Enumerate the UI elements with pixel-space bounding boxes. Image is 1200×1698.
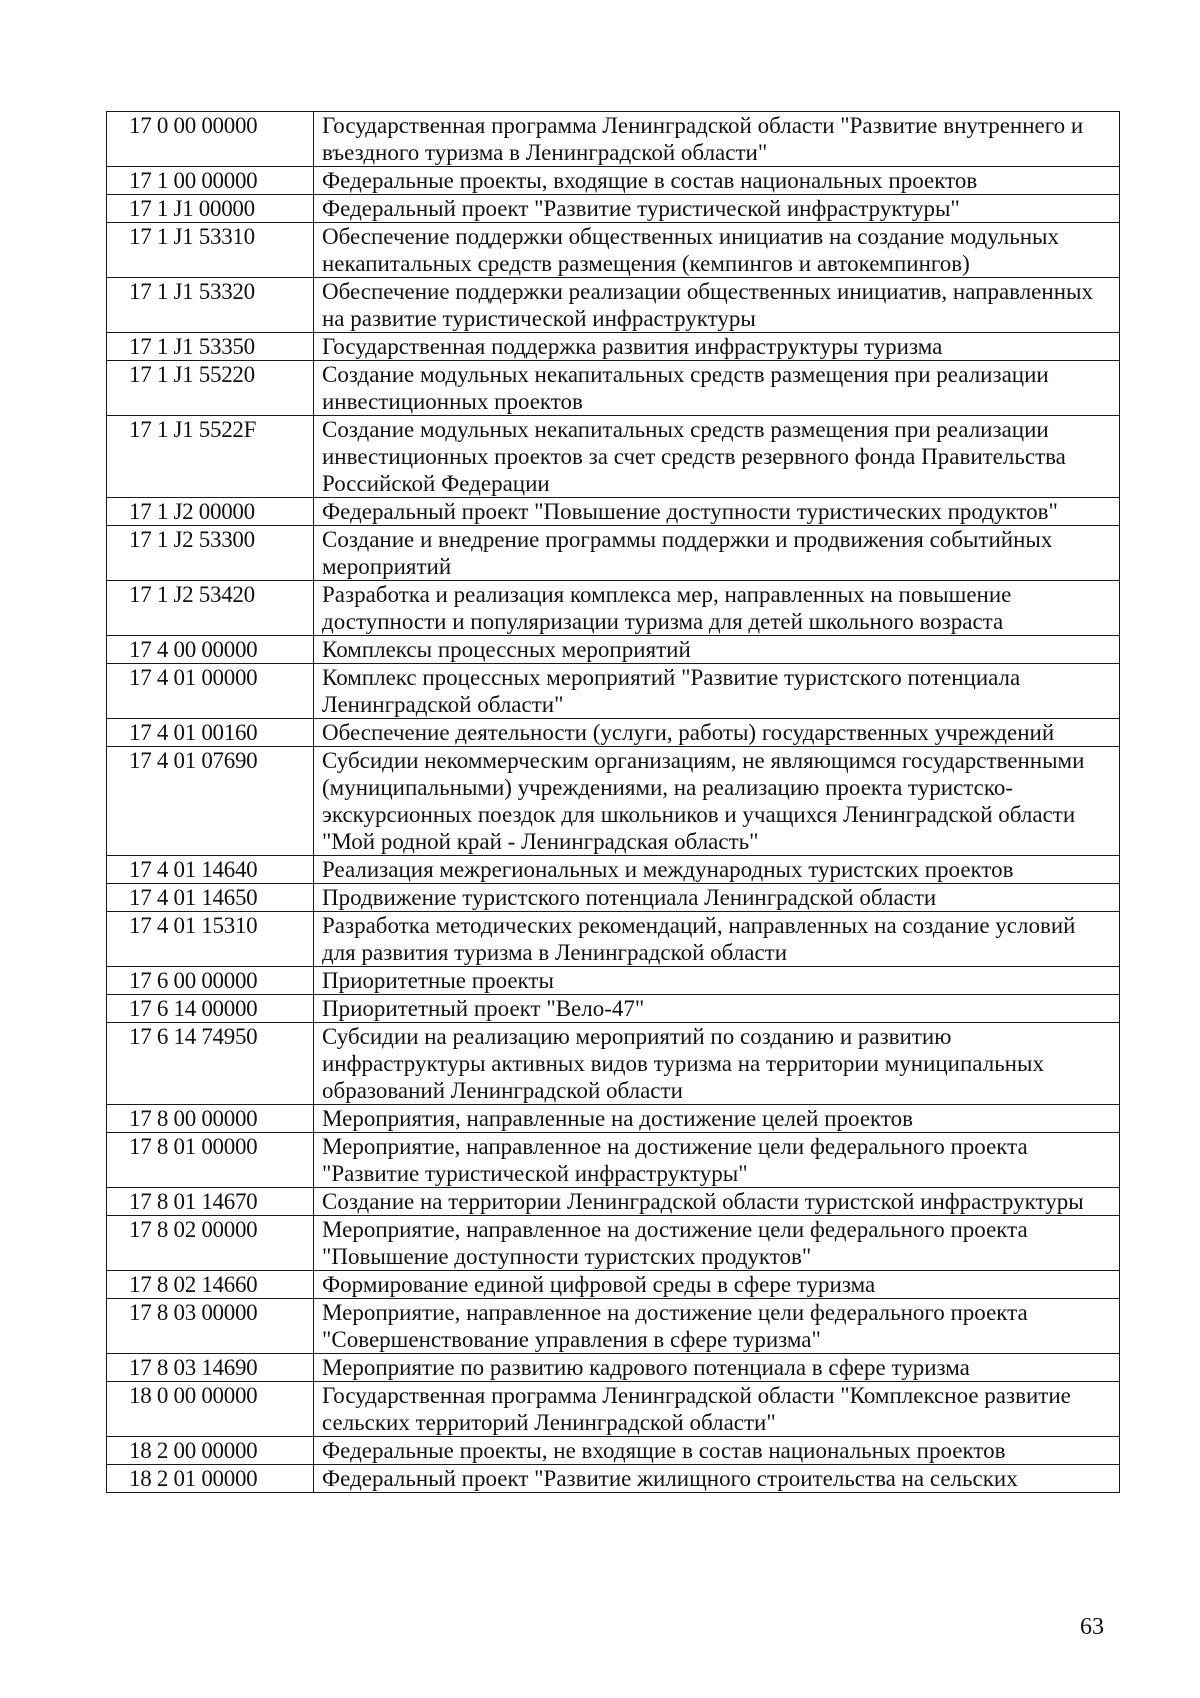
row-code-cell: 17 6 14 00000 — [107, 995, 314, 1023]
row-code-cell: 17 1 J2 00000 — [107, 498, 314, 526]
table-row — [107, 856, 1120, 884]
row-description-cell: Создание модульных некапитальных средств размещения при реализации инвестиционных проектов — [314, 361, 1120, 416]
table-row — [107, 1023, 1120, 1105]
row-code-cell: 17 1 J1 55220 — [107, 361, 314, 416]
table-row — [107, 1437, 1120, 1465]
row-code-cell: 17 1 J1 5522F — [107, 416, 314, 498]
row-code-cell: 17 4 01 14640 — [107, 856, 314, 884]
budget-classification-table — [106, 111, 1120, 1493]
row-description-cell: Мероприятие, направленное на достижение цели федерального проекта "Совершенствование управления в сфере туризма" — [314, 1299, 1120, 1354]
table-row — [107, 498, 1120, 526]
table-row — [107, 195, 1120, 223]
row-code-cell: 18 2 00 00000 — [107, 1437, 314, 1465]
table-row — [107, 112, 1120, 167]
row-code-cell: 17 8 01 14670 — [107, 1188, 314, 1216]
table-row — [107, 361, 1120, 416]
row-description-cell: Создание модульных некапитальных средств размещения при реализации инвестиционных проектов за счет средств резервного фонда Правительства Российской Федерации — [314, 416, 1120, 498]
table-row — [107, 1105, 1120, 1133]
table-row — [107, 967, 1120, 995]
row-code-cell: 17 1 J1 00000 — [107, 195, 314, 223]
table-row — [107, 1271, 1120, 1299]
row-description-cell: Продвижение туристского потенциала Ленинградской области — [314, 884, 1120, 912]
row-description-cell: Приоритетные проекты — [314, 967, 1120, 995]
row-code-cell: 17 4 01 00000 — [107, 664, 314, 719]
row-description-cell: Государственная программа Ленинградской области "Развитие внутреннего и въездного туризма в Ленинградской области" — [314, 112, 1120, 167]
row-description-cell: Разработка и реализация комплекса мер, направленных на повышение доступности и популяризации туризма для детей школьного возраста — [314, 581, 1120, 636]
row-code-cell: 17 8 02 14660 — [107, 1271, 314, 1299]
table-row — [107, 581, 1120, 636]
row-description-cell: Субсидии некоммерческим организациям, не являющимся государственными (муниципальными) учреждениями, на реализацию проекта туристско-экскурсионных поездок для школьников и учащихся Ленинградской области "Мой родной край - Ленинградская область" — [314, 747, 1120, 856]
row-code-cell: 17 4 01 14650 — [107, 884, 314, 912]
table-row — [107, 1188, 1120, 1216]
table-row — [107, 526, 1120, 581]
row-code-cell: 17 6 00 00000 — [107, 967, 314, 995]
row-description-cell: Разработка методических рекомендаций, направленных на создание условий для развития туризма в Ленинградской области — [314, 912, 1120, 967]
row-code-cell: 17 1 J2 53420 — [107, 581, 314, 636]
row-description-cell: Федеральные проекты, входящие в состав национальных проектов — [314, 167, 1120, 195]
table-row — [107, 1465, 1120, 1493]
row-code-cell: 17 4 01 07690 — [107, 747, 314, 856]
row-code-cell: 17 8 02 00000 — [107, 1216, 314, 1271]
row-code-cell: 17 8 03 00000 — [107, 1299, 314, 1354]
row-description-cell: Государственная программа Ленинградской области "Комплексное развитие сельских территорий Ленинградской области" — [314, 1382, 1120, 1437]
row-description-cell: Федеральные проекты, не входящие в состав национальных проектов — [314, 1437, 1120, 1465]
table-row — [107, 664, 1120, 719]
row-code-cell: 17 6 14 74950 — [107, 1023, 314, 1105]
row-code-cell: 17 8 01 00000 — [107, 1133, 314, 1188]
table-row — [107, 1299, 1120, 1354]
table-row — [107, 636, 1120, 664]
row-description-cell: Мероприятие по развитию кадрового потенциала в сфере туризма — [314, 1354, 1120, 1382]
row-description-cell: Государственная поддержка развития инфраструктуры туризма — [314, 333, 1120, 361]
row-description-cell: Формирование единой цифровой среды в сфере туризма — [314, 1271, 1120, 1299]
row-code-cell: 17 1 00 00000 — [107, 167, 314, 195]
row-code-cell: 18 0 00 00000 — [107, 1382, 314, 1437]
row-description-cell: Мероприятия, направленные на достижение целей проектов — [314, 1105, 1120, 1133]
row-description-cell: Создание на территории Ленинградской области туристской инфраструктуры — [314, 1188, 1120, 1216]
row-description-cell: Реализация межрегиональных и международных туристских проектов — [314, 856, 1120, 884]
table-row — [107, 1216, 1120, 1271]
row-description-cell: Создание и внедрение программы поддержки и продвижения событийных мероприятий — [314, 526, 1120, 581]
row-code-cell: 17 4 00 00000 — [107, 636, 314, 664]
row-code-cell: 17 4 01 15310 — [107, 912, 314, 967]
table-row — [107, 223, 1120, 278]
table-row — [107, 167, 1120, 195]
page-number: 63 — [1080, 1614, 1104, 1640]
table-row — [107, 1354, 1120, 1382]
row-code-cell: 17 8 03 14690 — [107, 1354, 314, 1382]
table-row — [107, 1133, 1120, 1188]
row-description-cell: Обеспечение поддержки общественных инициатив на создание модульных некапитальных средств размещения (кемпингов и автокемпингов) — [314, 223, 1120, 278]
row-description-cell: Федеральный проект "Развитие жилищного строительства на сельских — [314, 1465, 1120, 1493]
row-code-cell: 17 1 J2 53300 — [107, 526, 314, 581]
table-row — [107, 719, 1120, 747]
table-row — [107, 884, 1120, 912]
table-body — [107, 112, 1120, 1493]
table-row — [107, 912, 1120, 967]
table-row — [107, 416, 1120, 498]
row-description-cell: Федеральный проект "Развитие туристической инфраструктуры" — [314, 195, 1120, 223]
row-code-cell: 17 1 J1 53320 — [107, 278, 314, 333]
table-row — [107, 1382, 1120, 1437]
table-row — [107, 747, 1120, 856]
row-description-cell: Приоритетный проект "Вело-47" — [314, 995, 1120, 1023]
row-description-cell: Обеспечение деятельности (услуги, работы) государственных учреждений — [314, 719, 1120, 747]
row-description-cell: Комплексы процессных мероприятий — [314, 636, 1120, 664]
row-description-cell: Обеспечение поддержки реализации общественных инициатив, направленных на развитие туристической инфраструктуры — [314, 278, 1120, 333]
row-description-cell: Мероприятие, направленное на достижение цели федерального проекта "Повышение доступности туристских продуктов" — [314, 1216, 1120, 1271]
table-row — [107, 333, 1120, 361]
row-description-cell: Комплекс процессных мероприятий "Развитие туристского потенциала Ленинградской области" — [314, 664, 1120, 719]
row-code-cell: 17 1 J1 53310 — [107, 223, 314, 278]
table-row — [107, 278, 1120, 333]
row-code-cell: 17 4 01 00160 — [107, 719, 314, 747]
row-description-cell: Субсидии на реализацию мероприятий по созданию и развитию инфраструктуры активных видов туризма на территории муниципальных образований Ленинградской области — [314, 1023, 1120, 1105]
row-description-cell: Мероприятие, направленное на достижение цели федерального проекта "Развитие туристической инфраструктуры" — [314, 1133, 1120, 1188]
row-code-cell: 17 8 00 00000 — [107, 1105, 314, 1133]
row-code-cell: 17 1 J1 53350 — [107, 333, 314, 361]
table-row — [107, 995, 1120, 1023]
row-code-cell: 17 0 00 00000 — [107, 112, 314, 167]
row-description-cell: Федеральный проект "Повышение доступности туристических продуктов" — [314, 498, 1120, 526]
row-code-cell: 18 2 01 00000 — [107, 1465, 314, 1493]
